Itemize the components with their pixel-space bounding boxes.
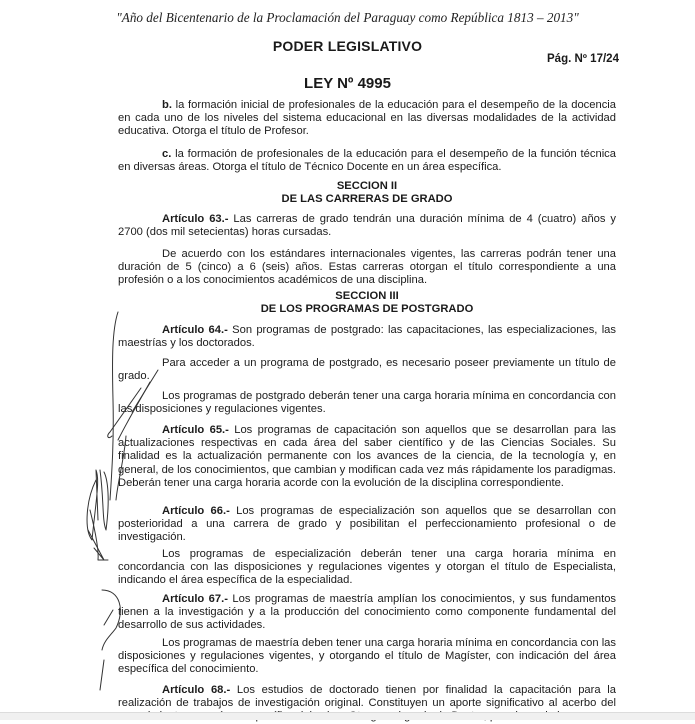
article-66: [118, 505, 616, 545]
viewer-bottom-edge: [0, 712, 695, 720]
article-65: [118, 424, 616, 490]
paragraph-text: la formación inicial de profesionales de la educación para el desempeño de la docencia en cada uno de los niveles del sistema educacional en las diversas modalidades de la actividad educativa. Otorga el título de Profesor.: [118, 99, 616, 138]
article-text: Los programas de capacitación son aquellos que se desarrollan para las actualizaciones respectivas en cada área del saber científico y de las Ciencias Sociales. Su finalidad es la actualización permanente con los avances de la ciencia, de la tecnología y, en general, de los conocimientos, que cambian y modifican cada vez más rápidamente los paradigmas. Deberán tener una carga horaria acorde con la evolución de la disciplina correspondiente.: [118, 424, 616, 489]
article-text: Los programas de especialización son aquellos que se desarrollan con posterioridad a una carrera de grado y posibilitan el perfeccionamiento profesional o de investigación.: [118, 505, 616, 544]
section-subtitle: DE LOS PROGRAMAS DE POSTGRADO: [260, 303, 474, 315]
article-text: Los programas de maestría amplían los conocimientos, y sus fundamentos tienen a la investigación y a la producción del conocimiento como componente fundamental del desarrollo de sus actividades.: [118, 593, 617, 632]
article-text: Las carreras de grado tendrán una duración mínima de 4 (cuatro) años y 2700 (dos mil setecientas) horas cursadas.: [118, 213, 617, 239]
article-label: Artículo 68.-: [162, 684, 231, 696]
law-title: LEY Nº 4995: [304, 75, 391, 92]
article-66-paragraph-2: [118, 548, 616, 588]
article-64-paragraph-2: [118, 357, 616, 383]
bicentennial-motto: "Año del Bicentenario de la Proclamación del Paraguay como República 1813 – 2013": [116, 10, 579, 25]
article-label: Artículo 65.-: [162, 424, 229, 436]
article-64: [118, 324, 616, 350]
institution-heading: PODER LEGISLATIVO: [272, 38, 423, 54]
section-heading: [118, 290, 616, 316]
article-label: Artículo 66.-: [162, 505, 230, 517]
paragraph-text: la formación de profesionales de la educación para el desempeño de la función técnica en diversas áreas. Otorga el título de Técnico Docente en un área específica.: [118, 148, 616, 174]
paragraph-c: [118, 148, 616, 174]
article-63: [118, 213, 616, 239]
article-text: Los estudios de doctorado tienen por finalidad la capacitación para la realización de trabajos de investigación original. Constituyen un aporte significativo al acerbo del: [118, 684, 616, 710]
paragraph-text: De acuerdo con los estándares internacionales vigentes, las carreras podrán tener una duración de 5 (cinco) a 6 (seis) años. Estas carreras otorgan el título correspondiente a una profesión o a los conocimientos académicos de una disciplina.: [118, 248, 616, 287]
section-title: SECCION II: [336, 180, 398, 192]
paragraph-text: Los programas de postgrado deberán tener una carga horaria mínima en concordancia con las disposiciones y regulaciones vigentes.: [118, 390, 616, 416]
article-label: Artículo 64.-: [162, 324, 228, 336]
page-number: Pág. Nº 17/24: [547, 53, 619, 65]
article-label: Artículo 63.-: [162, 213, 229, 225]
article-label: Artículo 67.-: [162, 593, 228, 605]
article-63-paragraph-2: [118, 248, 616, 288]
section-subtitle: DE LAS CARRERAS DE GRADO: [281, 193, 453, 205]
paragraph-text: Los programas de especialización deberán tener una carga horaria mínima en concordancia con las disposiciones y regulaciones vigentes y otorgan el título de Especialista, indicando el área específica de la especialidad.: [118, 548, 616, 587]
item-label: c.: [162, 148, 172, 160]
section-heading: [118, 180, 616, 206]
article-67-paragraph-2: [118, 637, 616, 677]
paragraph-text: Para acceder a un programa de postgrado, es necesario poseer previamente un título de grado.: [118, 357, 616, 383]
section-title: SECCION III: [335, 290, 399, 302]
article-67: [118, 593, 616, 633]
article-text: Son programas de postgrado: las capacitaciones, las especializaciones, las maestrías y los doctorados.: [118, 324, 616, 350]
paragraph-b: [118, 99, 616, 139]
paragraph-text: Los programas de maestría deben tener una carga horaria mínima en concordancia con las disposiciones y regulaciones vigentes, y otorgando el título de Magíster, con indicación del área específica del conocimiento.: [118, 637, 616, 676]
item-label: b.: [162, 99, 172, 111]
article-64-paragraph-3: [118, 390, 616, 416]
